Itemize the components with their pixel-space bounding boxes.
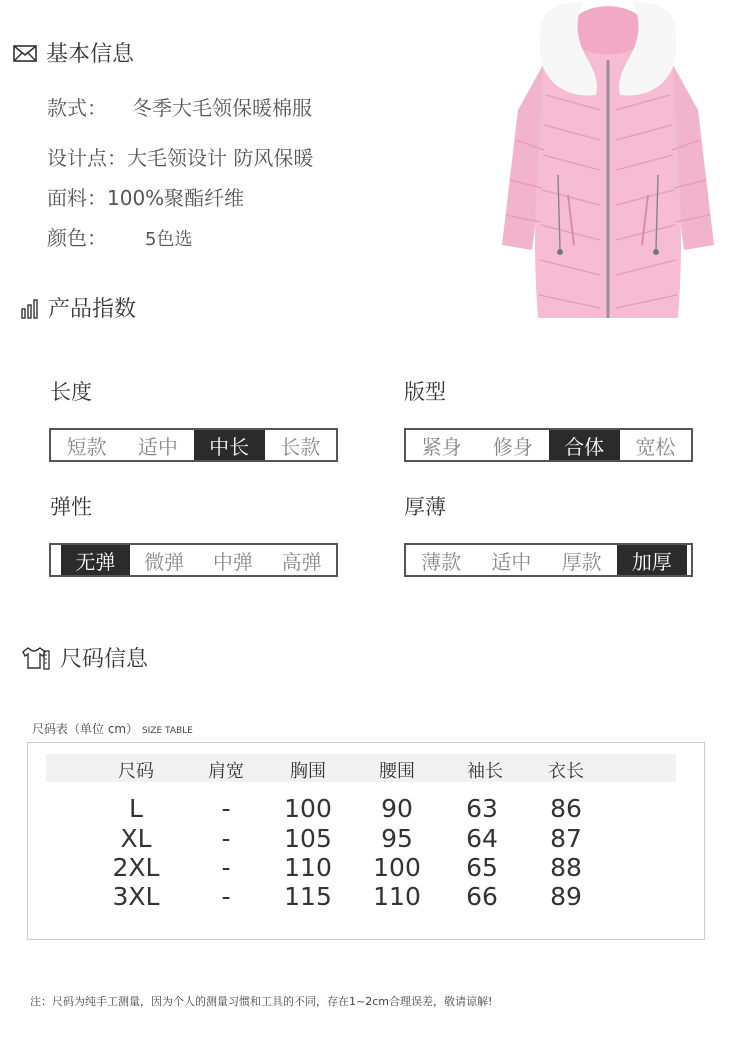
index-scale-elasticity: [49, 543, 338, 577]
size-info-title-text: 尺码信息: [60, 647, 149, 672]
table-cell: 2XL: [112, 853, 160, 882]
envelope-icon: [12, 40, 38, 66]
table-cell: 100: [284, 794, 332, 823]
info-label: 设计点：: [47, 146, 127, 170]
scale-option: 宽松: [635, 434, 676, 459]
scale-option: 厚款: [561, 549, 602, 574]
scale-option: 紧身: [421, 434, 462, 459]
table-header-cell: 衣长: [548, 761, 584, 782]
info-row-style: [47, 92, 312, 121]
scale-option: 修身: [492, 434, 533, 459]
table-cell: 3XL: [112, 882, 160, 911]
table-header-cell: 尺码: [118, 761, 154, 782]
scale-option: 适中: [491, 549, 532, 574]
size-table-caption-en: SIZE TABLE: [141, 726, 193, 736]
info-value: 大毛领设计 防风保暖: [127, 146, 314, 170]
table-cell: 110: [373, 882, 421, 911]
scale-option: 短款: [66, 434, 107, 459]
table-cell: 63: [466, 794, 498, 823]
info-value: 5色选: [145, 229, 193, 250]
info-value: 冬季大毛领保暖棉服: [132, 96, 312, 120]
info-row-fabric: [47, 182, 244, 211]
info-row-color: [47, 222, 192, 251]
scale-option-selected: 加厚: [617, 545, 687, 575]
index-label-elasticity: 弹性: [50, 495, 92, 519]
table-cell: XL: [120, 824, 152, 853]
scale-option-selected: 合体: [549, 430, 620, 460]
table-cell: 87: [550, 824, 582, 853]
scale-option: 中弹: [212, 549, 253, 574]
table-cell: 89: [550, 882, 582, 911]
info-row-design: [47, 142, 313, 171]
table-cell: 86: [550, 794, 582, 823]
scale-option: 高弹: [281, 549, 322, 574]
scale-option: 薄款: [421, 549, 462, 574]
table-cell: 90: [381, 794, 413, 823]
basic-info-title: [12, 37, 134, 68]
product-index-title-text: 产品指数: [48, 297, 137, 322]
table-cell: 100: [373, 853, 421, 882]
size-table-caption-cn: 尺码表（单位 cm）: [32, 722, 139, 736]
index-label-length: 长度: [50, 380, 92, 404]
table-cell: 115: [284, 882, 332, 911]
table-cell: 65: [466, 853, 498, 882]
scale-option-selected: 中长: [194, 430, 265, 460]
info-label: 颜色：: [47, 226, 107, 250]
tshirt-ruler-icon: [20, 645, 52, 671]
size-table: [27, 742, 705, 940]
scale-option: 微弹: [144, 549, 185, 574]
info-label: 面料：: [47, 186, 107, 210]
table-header-cell: 肩宽: [208, 761, 244, 782]
info-label: 款式：: [47, 96, 107, 120]
scale-option: 适中: [137, 434, 178, 459]
table-cell: L: [129, 794, 143, 823]
table-cell: 110: [284, 853, 332, 882]
table-cell: 105: [284, 824, 332, 853]
scale-option-selected: 无弹: [61, 545, 130, 575]
table-header-cell: 腰围: [379, 761, 415, 782]
info-value: 100%聚酯纤维: [107, 186, 245, 210]
product-image: [488, 0, 728, 340]
size-info-title: [20, 642, 148, 673]
table-cell: 95: [381, 824, 413, 853]
scale-option: 长款: [280, 434, 321, 459]
product-index-title: [20, 292, 136, 323]
basic-info-title-text: 基本信息: [46, 42, 135, 67]
size-table-caption: [32, 720, 193, 737]
table-cell: 64: [466, 824, 498, 853]
table-cell: -: [221, 853, 231, 882]
bar-chart-icon: [20, 295, 40, 321]
index-label-thickness: 厚薄: [404, 495, 446, 519]
table-cell: 88: [550, 853, 582, 882]
index-scale-thickness: [404, 543, 693, 577]
index-scale-length: [49, 428, 338, 462]
table-cell: -: [221, 794, 231, 823]
table-header-cell: 袖长: [467, 761, 503, 782]
index-scale-fit: [404, 428, 693, 462]
table-cell: -: [221, 824, 231, 853]
table-cell: -: [221, 882, 231, 911]
index-label-fit: 版型: [404, 380, 446, 404]
measurement-note: 注：尺码为纯手工测量，因为个人的测量习惯和工具的不同，存在1~2cm合理误差，敬请谅解!: [30, 995, 493, 1008]
table-header-cell: 胸围: [290, 761, 326, 782]
table-cell: 66: [466, 882, 498, 911]
